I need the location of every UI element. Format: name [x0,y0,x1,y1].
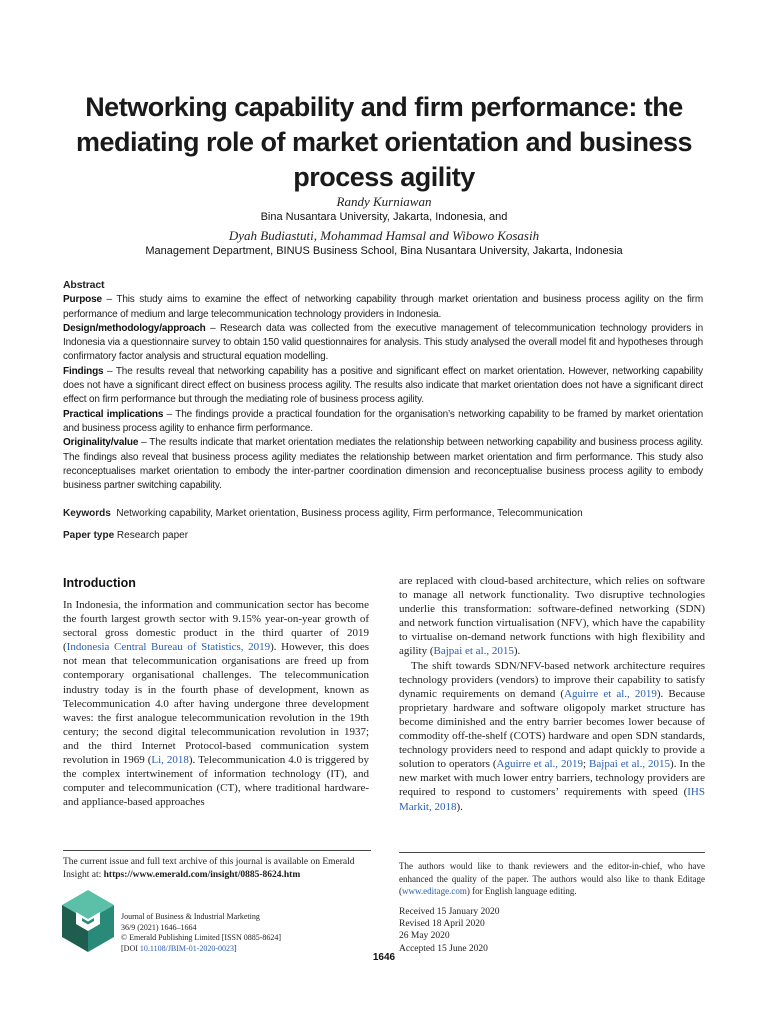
ack-text: ) for English language editing. [466,886,577,896]
body-text: The shift towards SDN/NFV-based network architecture requires technology providers (vendors) to improve their capability to satisfy dynamic requirements on demand ( [399,659,705,700]
citation-link[interactable]: Aguirre et al., 2019 [496,758,584,771]
abstract-text: – The results reveal that networking capability has a positive and significant effect on market orientation. However, networking capability does not have a significant direct effect on business process agility. The results also indicate that market orientation does not have a significant direct effect on firm performance but through the mediating role of business process agility. [63,365,703,406]
author-conjunction: and [429,228,449,243]
citation-link[interactable]: Bajpai et al., 2015 [433,645,514,658]
body-text: ). [513,645,521,658]
paper-type-label: Paper type [63,530,115,541]
body-column-left [63,598,369,809]
affiliation-1: Bina Nusantara University, Jakarta, Indonesia, and [260,211,508,223]
abstract-label: Originality/value [63,437,139,449]
acknowledgement [399,860,705,898]
abstract-heading: Abstract [63,279,105,291]
body-text: ). In the new market with much lower entry barriers, technology providers are required to respond to customers’ requirements with speed ( [399,758,705,799]
journal-access-note [63,856,373,882]
journal-volume: 36/9 (2021) 1646–1664 [121,922,197,932]
body-text: ). However, this does not mean that telecommunication organisations are freed up from contemporary organisational challenges. The telecommunication industry today is in the fourth phase of development, known as Telecommunication 4.0 after having undergone three development waves: the first analogue telecommunication revolution in the 19th century; the second digital telecommunication revolution in 1937; and the third Internet Protocol-based communication system revolution in 1969 ( [63,641,369,767]
body-text: ). Telecommunication 4.0 is triggered by the complex intertwinement of information technology (IT), and computer and telecommunication (CT), where traditional hardware- and appliance-based approaches [63,754,369,809]
footnote-divider [399,852,705,853]
body-column-right [399,574,705,814]
abstract-findings [63,365,703,408]
abstract-text: – The findings provide a practical foundation for the organisation’s networking capability to be framed by market orientation and business process agility to enhance firm performance. [63,408,703,434]
paper-type-text: Research paper [116,530,189,541]
citation-link[interactable]: Li, 2018 [151,754,189,767]
author-name: Wibowo Kosasih [452,228,540,243]
introduction-heading: Introduction [63,576,136,590]
abstract-label: Practical implications [63,408,164,420]
citation-link[interactable]: Indonesia Central Bureau of Statistics, 2019 [66,641,271,654]
abstract-section [63,278,703,493]
journal-publisher: © Emerald Publishing Limited [ISSN 0885-8624] [121,933,282,942]
paper-title: Networking capability and firm performance: the mediating role of market orientation and business process agility [75,92,693,192]
keywords-label: Keywords [63,508,111,519]
author-name: Dyah Budiastuti [228,228,314,243]
author-block [40,194,728,259]
abstract-label: Design/methodology/approach [63,322,206,334]
body-text: ). Because proprietary hardware and software oligopoly market structure has become diminished and the entry barrier becomes lower because of commodity off-the-shelf (COTS) hardware and open SDN standards, technology providers need to respond and adapt quickly to provide a solution to operators ( [399,687,705,771]
body-text: ). [456,800,463,813]
keywords [63,508,723,519]
body-text: are replaced with cloud-based architecture, which relies on software to manage all network functionality. Two disruptive technologies underlie this transformation: software-defined networking (SDN) and network function virtualisation (NFV), which have the capability to virtualise on-demand network functions with high flexibility and agility ( [399,575,705,658]
doi-suffix: ] [234,943,237,953]
doi-prefix: [DOI [121,943,140,953]
journal-url-link[interactable]: https://www.emerald.com/insight/0885-8624.htm [103,870,301,880]
abstract-text: – This study aims to examine the effect of networking capability through market orientation and business process agility on the firm performance of medium and large telecommunication technology providers in Indonesia. [63,294,703,320]
abstract-design [63,322,703,365]
abstract-text: – The results indicate that market orientation mediates the relationship between networking capability and business process agility. The findings also reveal that business process agility mediates the relationship between market orientation and firm performance. This study also reconceptualises market orientation to embody the inter-partner coordination dimension and reconceptualise business process agility to embody business partner switching capability. [63,437,703,492]
paragraph [63,598,369,809]
abstract-originality [63,436,703,493]
body-text: In Indonesia, the information and communication sector has become the fourth largest growth sector with 9.15% year-on-year growth of sectoral gross domestic product in the third quarter of 2019 ( [63,599,369,654]
ack-text: The authors would like to thank reviewers and the editor-in-chief, who have enhanced the quality of the paper. The authors would also like to thank Editage ( [399,861,705,896]
article-dates [399,906,500,955]
date-revised-2: 26 May 2020 [399,931,450,942]
author-line-1 [40,194,728,210]
affiliation-2: Management Department, BINUS Business School, Bina Nusantara University, Jakarta, Indonesia [145,245,623,257]
editage-link[interactable]: www.editage.com [402,886,467,896]
abstract-purpose [63,293,703,322]
citation-link[interactable]: Bajpai et al., 2015 [589,758,671,771]
date-revised: Revised 18 April 2020 [399,919,485,930]
abstract-practical [63,408,703,437]
author-name: Randy Kurniawan [336,194,432,209]
keywords-text: Networking capability, Market orientation, Business process agility, Firm performance, Telecommunication [116,508,583,519]
paragraph [399,659,705,814]
footnote-divider [63,850,371,851]
journal-info [121,912,281,954]
date-accepted: Accepted 15 June 2020 [399,943,488,954]
doi-link[interactable]: 10.1108/JBIM-01-2020-0023 [139,943,235,953]
emerald-logo-icon [62,890,114,952]
abstract-text: – Research data was collected from the executive management of telecommunication technology providers in Indonesia via a questionnaire survey to obtain 150 valid questionnaires for analysis. This study analysed the overall model fit and hypotheses through confirmatory factor analysis and structural equation modelling. [63,322,703,363]
author-name: Mohammad Hamsal [320,228,427,243]
page-number: 1646 [372,952,396,963]
date-received: Received 15 January 2020 [399,907,500,917]
journal-name: Journal of Business & Industrial Marketing [121,912,260,921]
body-text: ; [583,758,590,771]
paragraph [399,574,705,659]
abstract-label: Findings [63,365,104,377]
abstract-label: Purpose [63,294,102,306]
paper-type [63,530,723,541]
citation-link[interactable]: IHS Markit, 2018 [399,786,705,813]
citation-link[interactable]: Aguirre et al., 2019 [564,687,657,700]
author-line-2: Dyah Budiastuti, Mohammad Hamsal and Wibowo Kosasih [228,228,540,243]
footnote-text: The current issue and full text archive of this journal is available on Emerald Insight at: [63,857,355,880]
